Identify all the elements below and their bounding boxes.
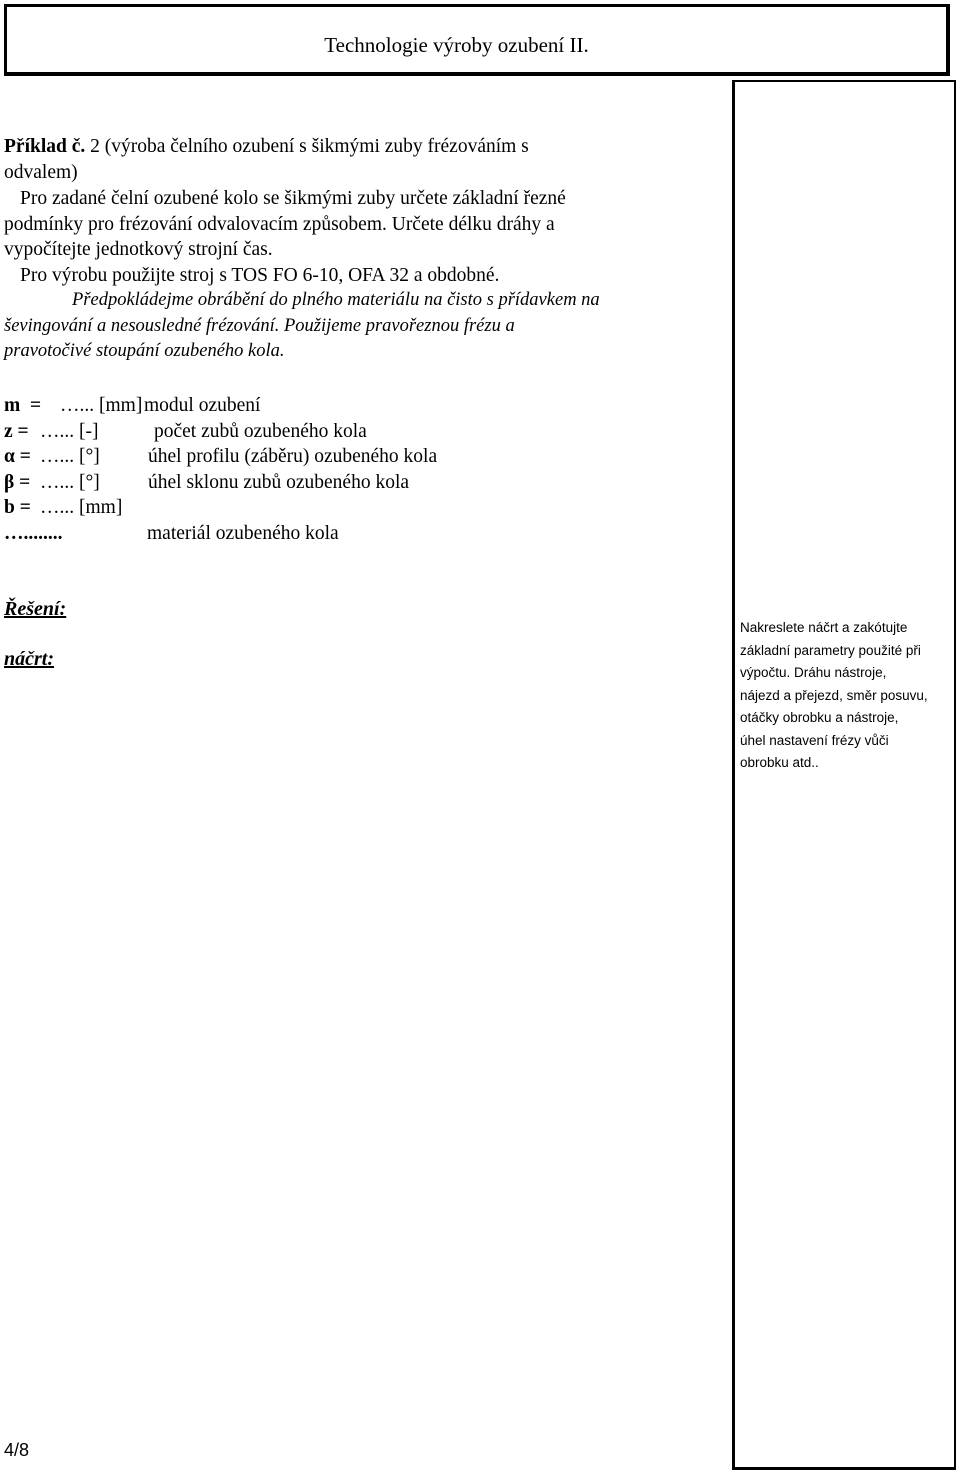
side-note-line: nájezd a přejezd, směr posuvu, bbox=[740, 687, 928, 703]
sketch-label: náčrt: bbox=[4, 648, 54, 670]
parameter-value: …... [-] bbox=[40, 420, 99, 442]
assumption-line: pravotočivé stoupání ozubeného kola. bbox=[4, 341, 285, 361]
page-title: Technologie výroby ozubení II. bbox=[324, 33, 589, 57]
task-title-text: 2 (výroba čelního ozubení s šikmými zuby frézováním s bbox=[85, 136, 529, 157]
side-note-line: úhel nastavení frézy vůči bbox=[740, 732, 889, 748]
parameter-row bbox=[4, 470, 437, 496]
parameter-description: úhel profilu (záběru) ozubeného kola bbox=[148, 446, 438, 468]
side-note-line: výpočtu. Dráhu nástroje, bbox=[740, 665, 887, 680]
parameter-list bbox=[4, 393, 437, 547]
task-title bbox=[4, 134, 726, 160]
task-paragraph-line: podmínky pro frézování odvalovacím způsobem. Určete délku dráhy a bbox=[4, 213, 555, 235]
task-title-line2: odvalem) bbox=[4, 162, 78, 183]
parameter-value: …... [mm] bbox=[40, 497, 123, 519]
solution-heading: Řešení: bbox=[4, 598, 67, 620]
parameter-value: …... [°] bbox=[40, 446, 100, 468]
assumption-line: ševingování a nesousledné frézování. Použijeme pravořeznou frézu a bbox=[4, 315, 515, 336]
parameter-symbol: b = bbox=[4, 497, 36, 519]
side-note-line: Nakreslete náčrt a zakótujte bbox=[740, 620, 908, 635]
parameter-row bbox=[4, 393, 437, 419]
parameter-description: počet zubů ozubeného kola bbox=[154, 420, 367, 442]
parameter-value: …........ bbox=[4, 522, 63, 544]
parameter-row bbox=[4, 444, 437, 470]
parameter-description: modul ozubení bbox=[144, 395, 261, 416]
side-note bbox=[740, 617, 954, 775]
side-column bbox=[732, 80, 956, 1470]
parameter-row bbox=[4, 521, 437, 547]
parameter-symbol: β = bbox=[4, 471, 36, 493]
assumption-line: Předpokládejme obrábění do plného materiálu na čisto s přídavkem na bbox=[72, 290, 600, 310]
side-note-line: obrobku atd.. bbox=[740, 755, 819, 770]
machine-paragraph: Pro výrobu použijte stroj s TOS FO 6-10, OFA 32 a obdobné. bbox=[20, 264, 500, 286]
parameter-value: …... [mm] bbox=[60, 395, 143, 416]
header-box bbox=[4, 4, 950, 76]
parameter-row bbox=[4, 419, 437, 445]
parameter-symbol: α = bbox=[4, 446, 36, 468]
task-paragraph-line: vypočítejte jednotkový strojní čas. bbox=[4, 239, 273, 260]
task-number-label: Příklad č. bbox=[4, 136, 86, 157]
parameter-row bbox=[4, 495, 437, 521]
parameter-value: …... [°] bbox=[40, 471, 100, 493]
side-note-line: základní parametry použité při bbox=[740, 642, 921, 658]
task-paragraph-line: Pro zadané čelní ozubené kolo se šikmými zuby určete základní řezné bbox=[20, 188, 566, 209]
parameter-description: materiál ozubeného kola bbox=[147, 522, 339, 544]
page-number: 4/8 bbox=[4, 1440, 30, 1460]
parameter-description: úhel sklonu zubů ozubeného kola bbox=[148, 471, 410, 493]
parameter-symbol: m = bbox=[4, 395, 46, 416]
parameter-symbol: z = bbox=[4, 420, 34, 442]
side-note-line: otáčky obrobku a nástroje, bbox=[740, 710, 899, 725]
task-description bbox=[4, 134, 726, 365]
